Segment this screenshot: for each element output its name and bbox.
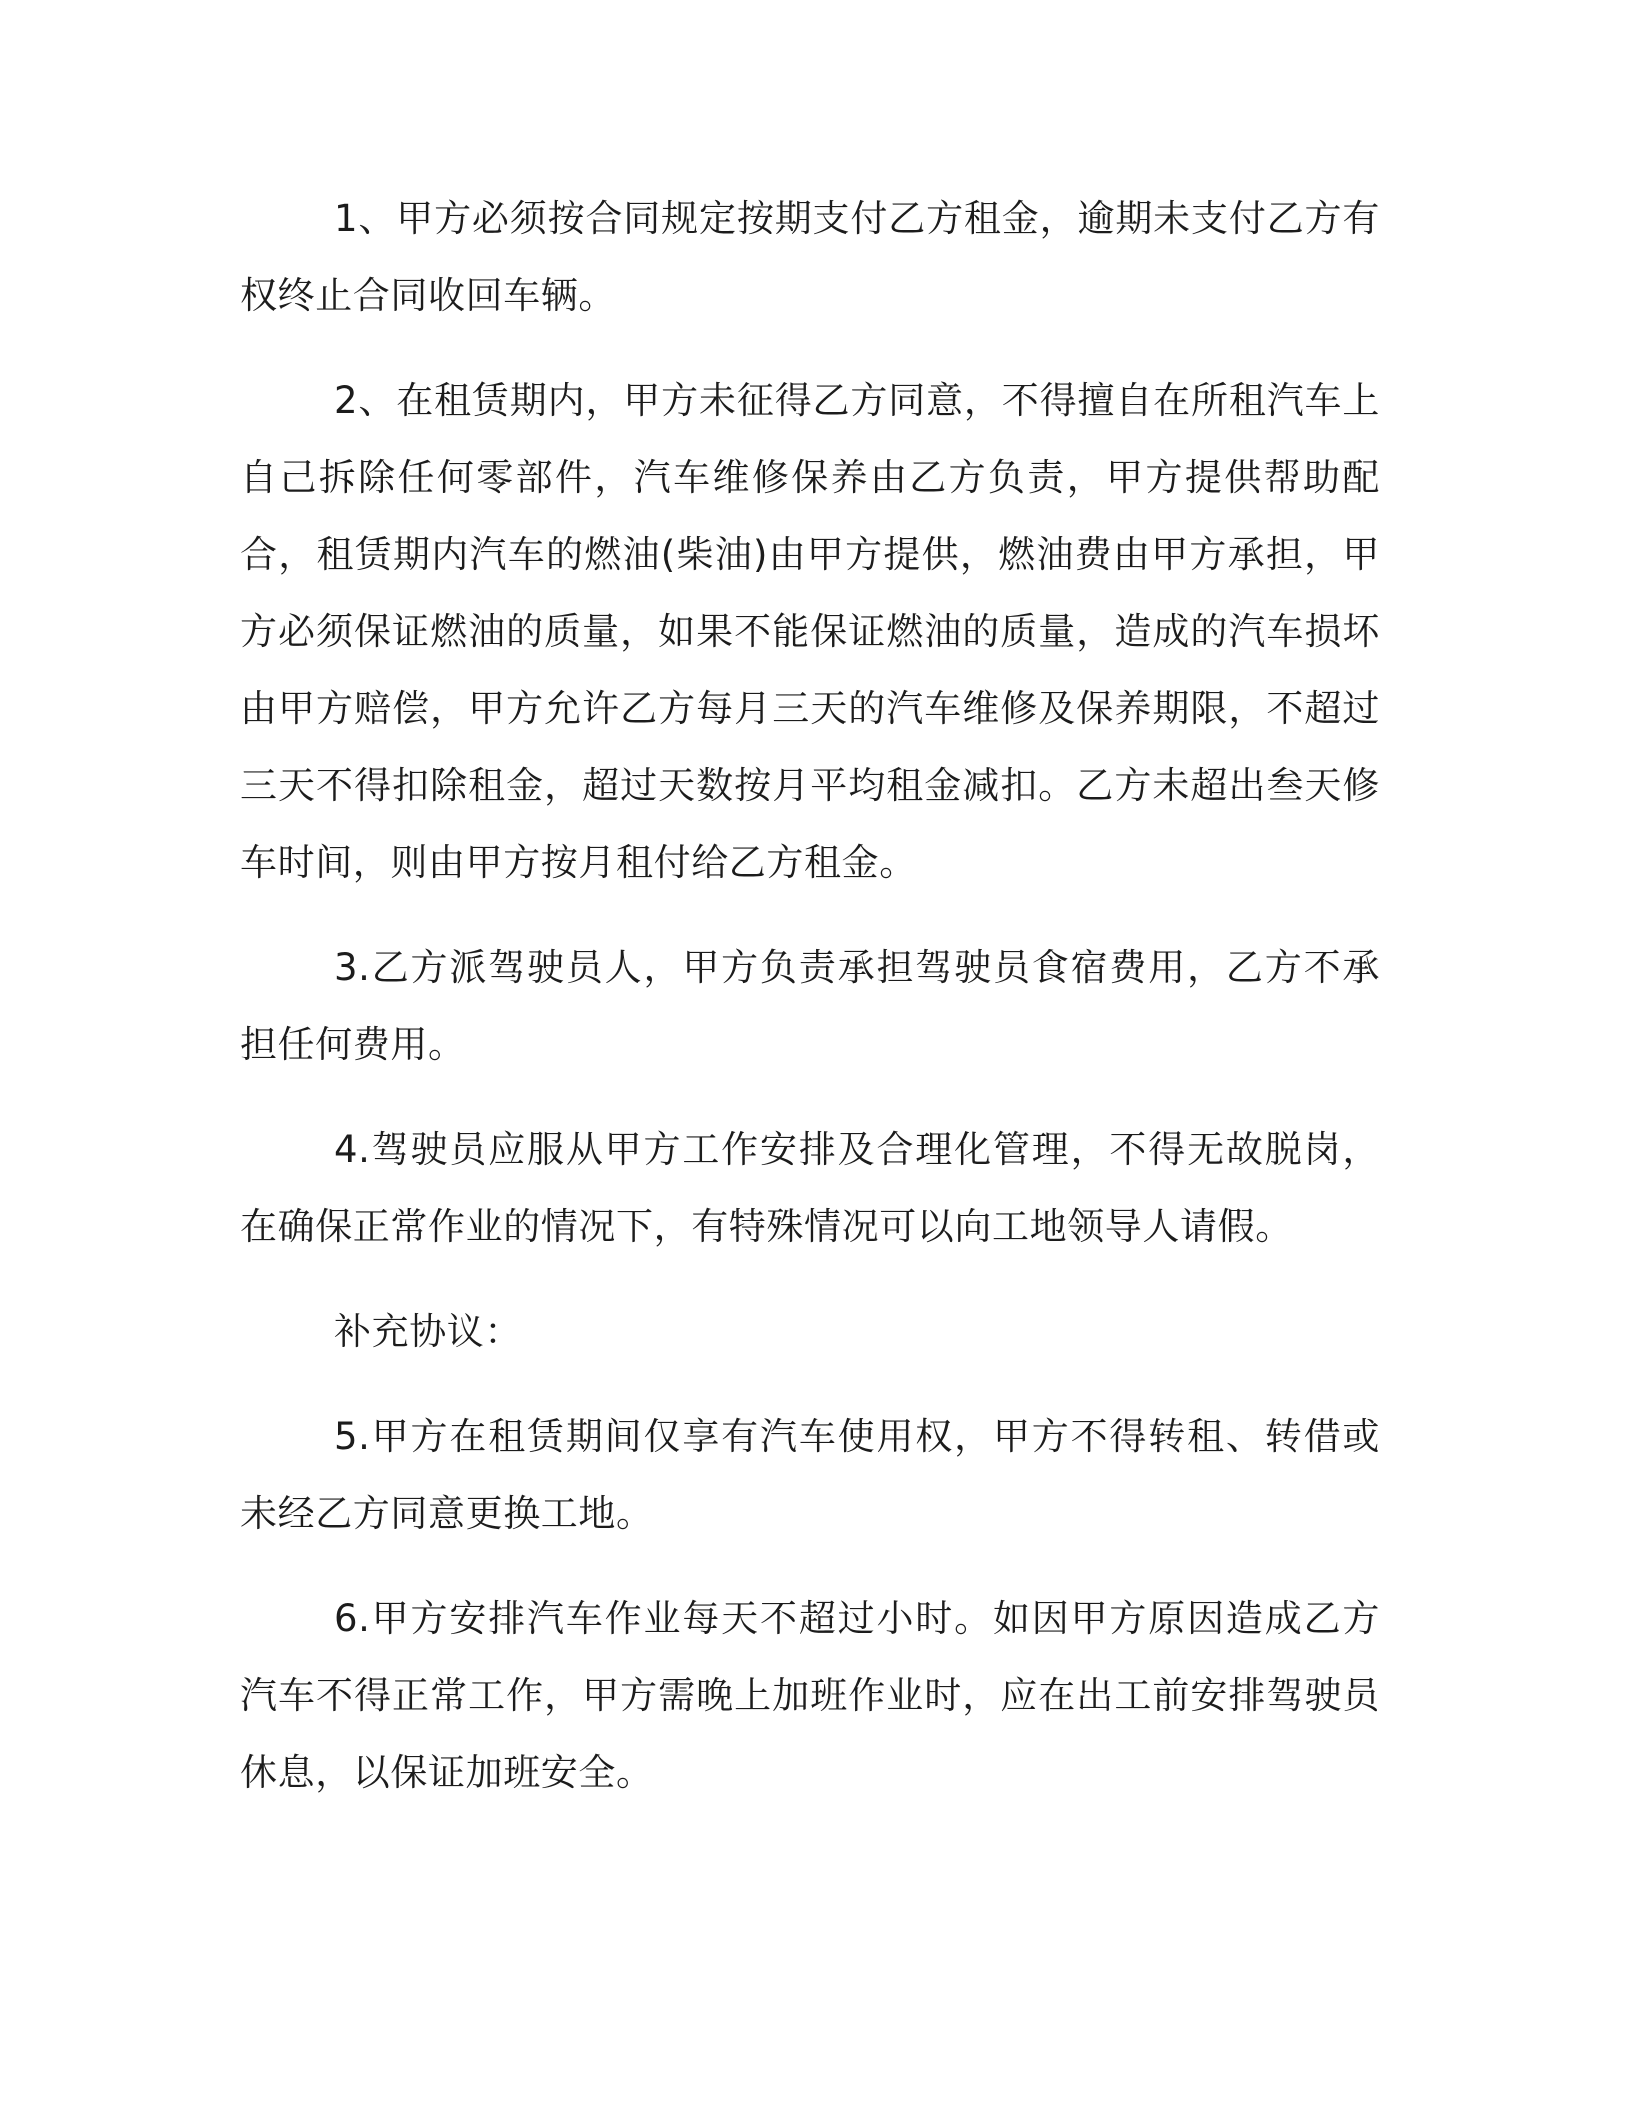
clause-2-paragraph: 2、在租赁期内，甲方未征得乙方同意，不得擅自在所租汽车上自己拆除任何零部件，汽车维修保养由乙方负责，甲方提供帮助配合，租赁期内汽车的燃油(柴油)由甲方提供，燃油费由甲方承担，甲方必须保证燃油的质量，如果不能保证燃油的质量，造成的汽车损坏由甲方赔偿，甲方允许乙方每月三天的汽车维修及保养期限，不超过三天不得扣除租金，超过天数按月平均租金减扣。乙方未超出叁天修车时间，则由甲方按月租付给乙方租金。 [240, 379, 1380, 884]
supplementary-heading: 补充协议： [334, 1310, 522, 1353]
clause-1-paragraph: 1、甲方必须按合同规定按期支付乙方租金，逾期未支付乙方有权终止合同收回车辆。 [240, 197, 1380, 317]
clause-5-paragraph: 5.甲方在租赁期间仅享有汽车使用权，甲方不得转租、转借或未经乙方同意更换工地。 [240, 1415, 1380, 1535]
clause-3-paragraph: 3.乙方派驾驶员人，甲方负责承担驾驶员食宿费用，乙方不承担任何费用。 [240, 946, 1380, 1066]
document-body [240, 180, 1380, 1839]
clause-6-paragraph: 6.甲方安排汽车作业每天不超过小时。如因甲方原因造成乙方汽车不得正常工作，甲方需晚上加班作业时，应在出工前安排驾驶员休息，以保证加班安全。 [240, 1597, 1380, 1794]
clause-4-paragraph: 4.驾驶员应服从甲方工作安排及合理化管理，不得无故脱岗，在确保正常作业的情况下，有特殊情况可以向工地领导人请假。 [240, 1128, 1380, 1248]
